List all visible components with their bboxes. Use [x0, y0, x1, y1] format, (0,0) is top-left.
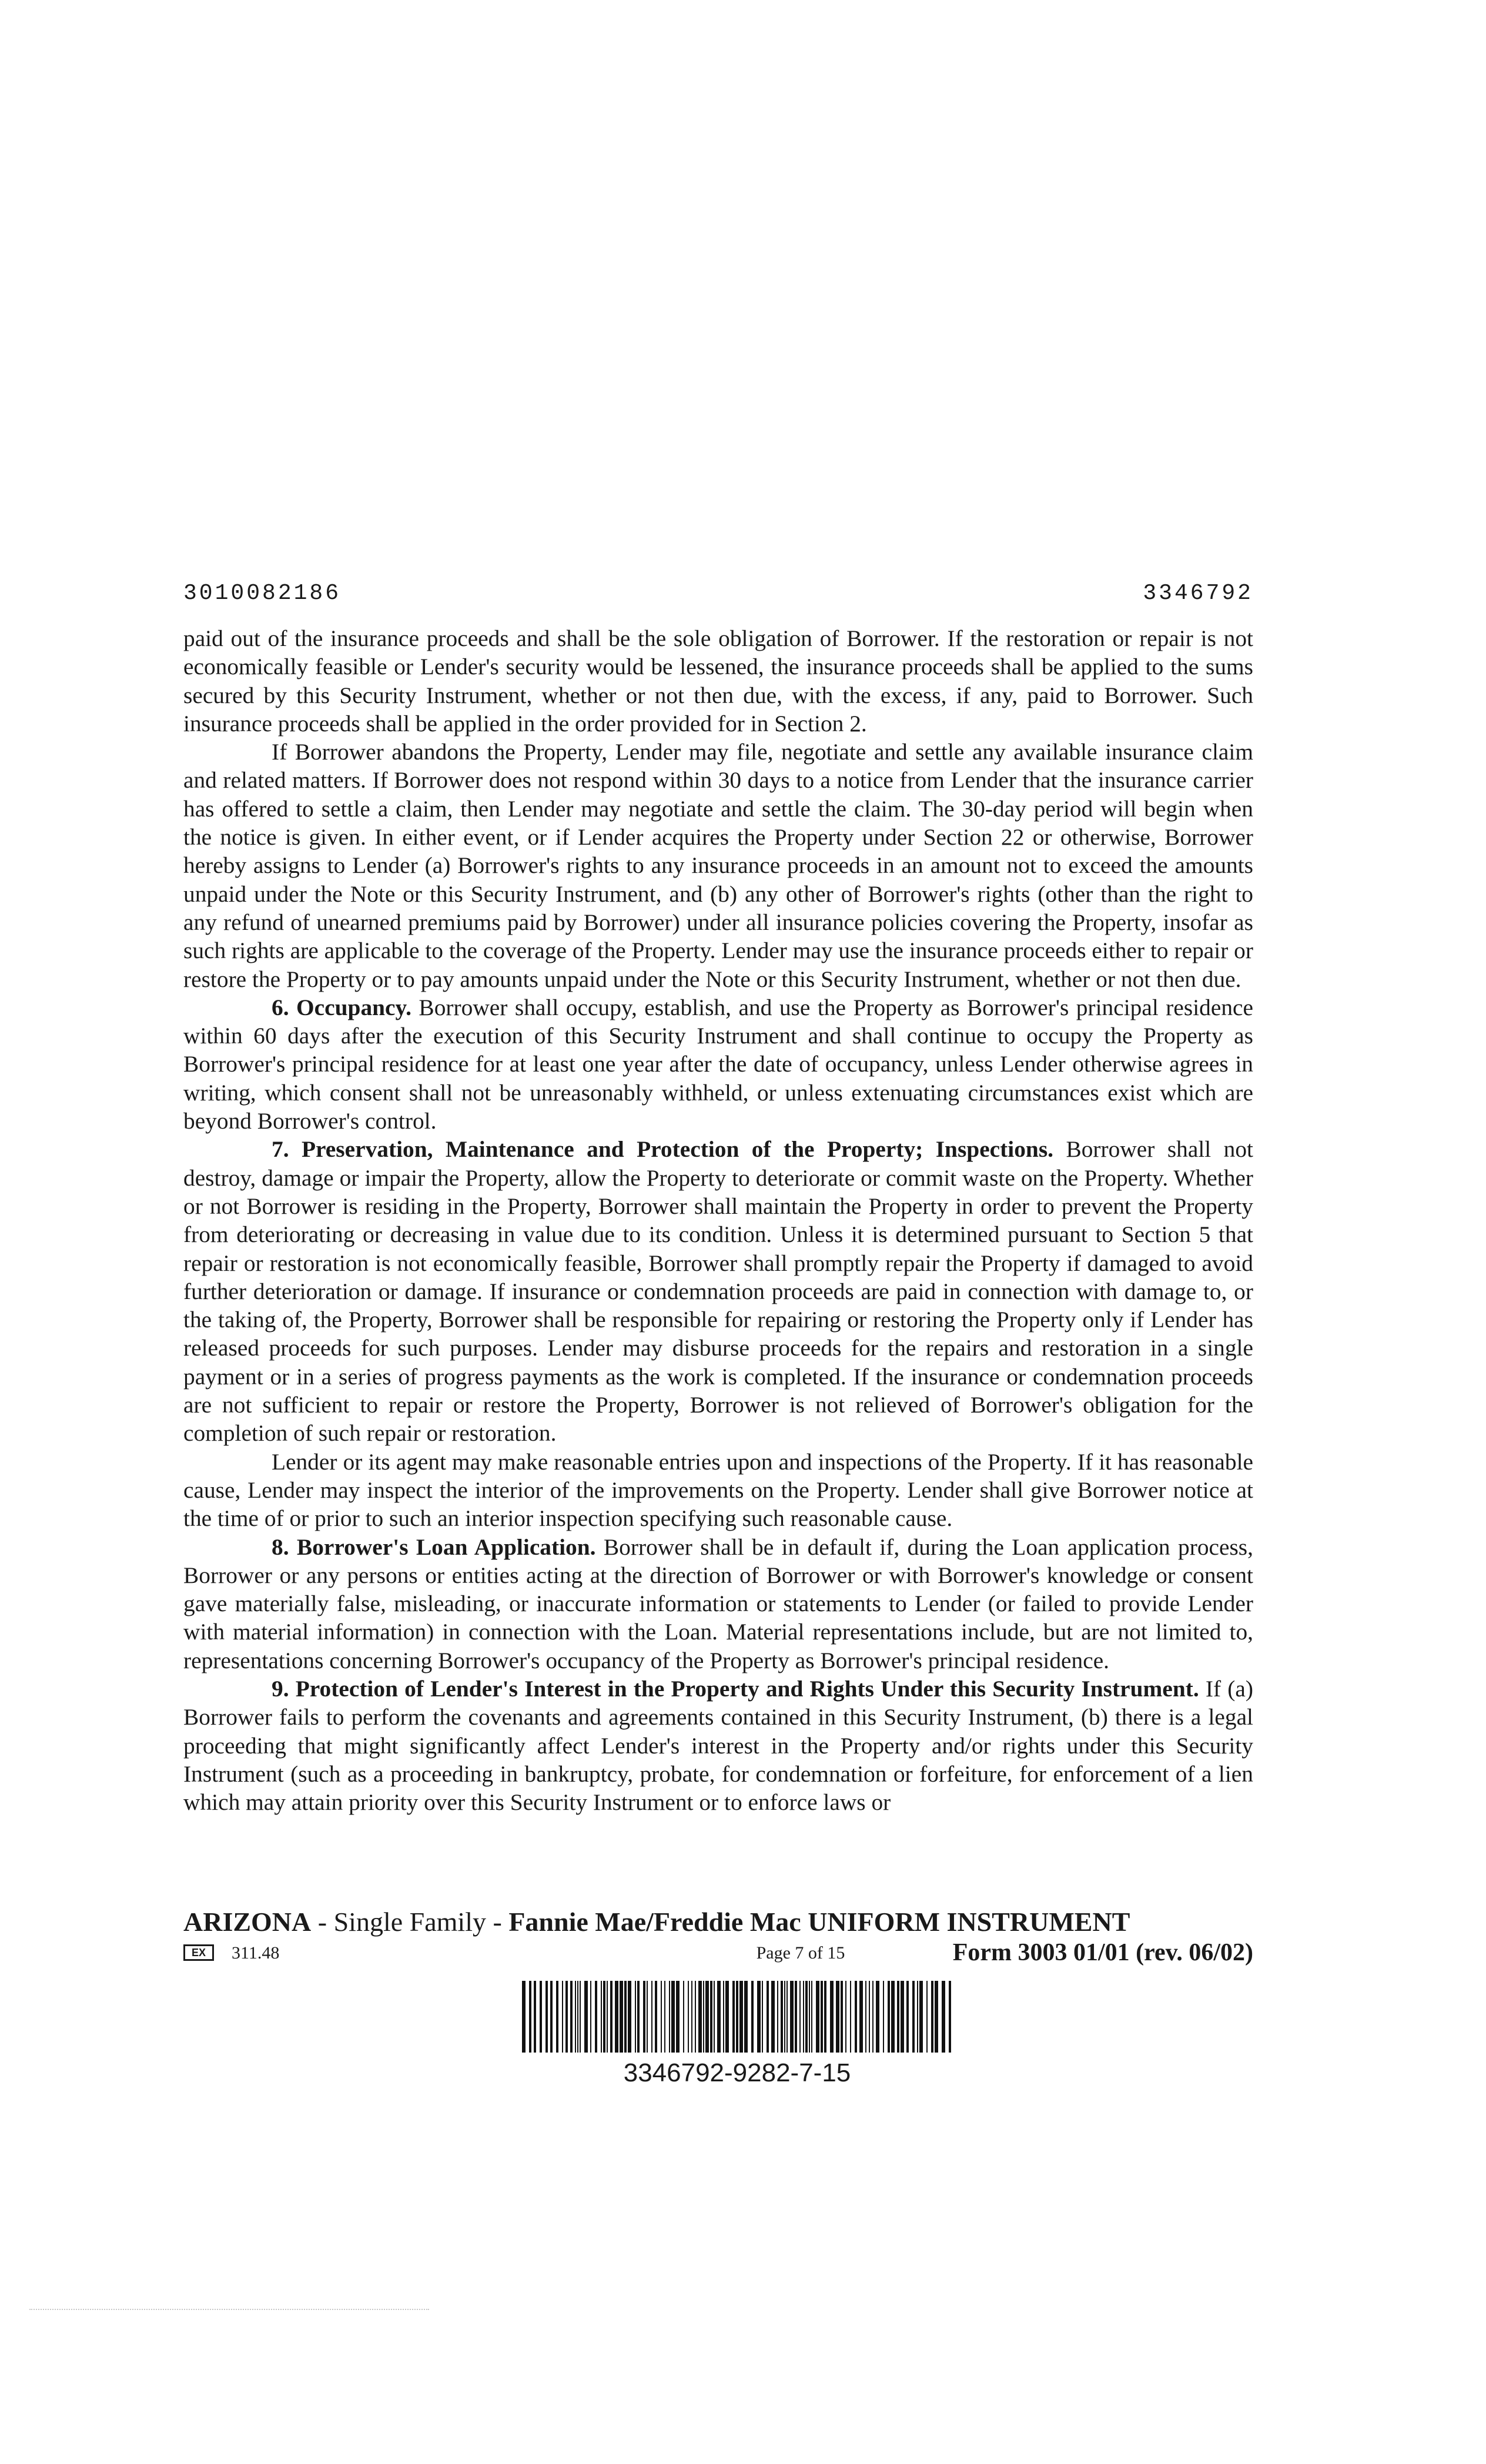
barcode-bar — [671, 1981, 675, 2053]
barcode-bar — [732, 1981, 735, 2053]
page-header — [183, 581, 1253, 609]
barcode-bar — [888, 1981, 890, 2053]
barcode-bar — [595, 1981, 597, 2053]
barcode-bar — [786, 1981, 788, 2053]
barcode-bar — [912, 1981, 915, 2053]
barcode-bar — [565, 1981, 568, 2053]
barcode-bar — [931, 1981, 933, 2053]
barcode-bar — [717, 1981, 721, 2053]
section-7-preservation — [183, 1135, 1253, 1447]
barcode-bar — [757, 1981, 761, 2053]
section-8-text: Borrower shall be in default if, during the Loan application process, Borrower or any persons or entities acting at the direction of Borrower or with Borrower's knowledge or consent gave materially false, misleading, or inaccurate information or statements to Lender (or failed to provide Lender with material information) in connection with the Loan. Material representations include, but are not limited to, representations concerning Borrower's occupancy of the Property as Borrower's principal residence. — [183, 1534, 1253, 1673]
barcode-bar — [799, 1981, 801, 2053]
barcode-bar — [577, 1981, 578, 2053]
barcode-bar — [845, 1981, 846, 2053]
barcode-bar — [540, 1981, 542, 2053]
barcode-bar — [664, 1981, 665, 2053]
barcode-bar — [841, 1981, 843, 2053]
barcode-bar — [784, 1981, 785, 2053]
barcode-bar — [935, 1981, 938, 2053]
footer-instrument-title: ARIZONA - Single Family - Fannie Mae/Freddie Mac UNIFORM INSTRUMENT — [183, 1907, 1130, 1937]
barcode-bar — [865, 1981, 866, 2053]
barcode-bar — [695, 1981, 696, 2053]
barcode-bar — [876, 1981, 879, 2053]
barcode-bar — [906, 1981, 909, 2053]
section-9-protection — [183, 1675, 1253, 1816]
barcode-bar — [570, 1981, 573, 2053]
barcode-bar — [891, 1981, 895, 2053]
footer-form-info — [183, 1939, 1253, 1969]
barcode-bar — [777, 1981, 778, 2053]
barcode-bar — [698, 1981, 702, 2053]
form-vendor-logo: EX — [183, 1944, 214, 1961]
document-number: 3346792 — [1143, 581, 1253, 606]
barcode-bar — [688, 1981, 689, 2053]
barcode-bar — [809, 1981, 810, 2053]
barcode-number: 3346792-9282-7-15 — [623, 2058, 851, 2087]
barcode-bar — [790, 1981, 794, 2053]
section-6-text: Borrower shall occupy, establish, and use the Property as Borrower's principal residence within 60 days after the execution of this Security Instrument and shall continue to occupy the Property as Borrower's principal residence for at least one year after the date of occupancy, unless Lender otherwise agrees in writing, which consent shall not be unreasonably withheld, or unless extenuating circumstances exist which are beyond Borrower's control. — [183, 994, 1253, 1134]
barcode-bar — [691, 1981, 692, 2053]
barcode-bar — [762, 1981, 763, 2053]
barcode-bar — [830, 1981, 834, 2053]
barcode-bar — [661, 1981, 662, 2053]
barcode — [522, 1981, 952, 2053]
form-code: 311.48 — [232, 1943, 280, 1963]
barcode-bar — [643, 1981, 645, 2053]
barcode-bar — [767, 1981, 769, 2053]
barcode-bar — [821, 1981, 823, 2053]
barcode-bar — [575, 1981, 576, 2053]
barcode-bar — [714, 1981, 715, 2053]
barcode-bar — [850, 1981, 851, 2053]
paragraph-abandonment: If Borrower abandons the Property, Lender may file, negotiate and settle any available insurance claim and related matters. If Borrower does not respond within 30 days to a notice from Lender that the insurance carrier has offered to settle a claim, then Lender may negotiate and settle the claim. The 30-day period will begin when the notice is given. In either event, or if Lender acquires the Property under Section 22 or otherwise, Borrower hereby assigns to Lender (a) Borrower's rights to any insurance proceeds in an amount not to exceed the amounts unpaid under the Note or this Security Instrument, and (b) any other of Borrower's rights (other than the right to any refund of unearned premiums paid by Borrower) under all insurance policies covering the Property, insofar as such rights are applicable to the coverage of the Property. Lender may use the insurance proceeds either to repair or restore the Property or to pay amounts unpaid under the Note or this Security Instrument, whether or not then due. — [183, 739, 1253, 992]
barcode-bar — [534, 1981, 536, 2053]
barcode-bar — [624, 1981, 627, 2053]
barcode-bar — [607, 1981, 608, 2053]
barcode-bar — [584, 1981, 588, 2053]
section-6-heading: 6. Occupancy. — [272, 994, 411, 1020]
barcode-bar — [723, 1981, 724, 2053]
barcode-bar — [522, 1981, 526, 2053]
section-7-heading: 7. Preservation, Maintenance and Protection of the Property; Inspections. — [272, 1136, 1054, 1163]
paragraph-insurance-proceeds: paid out of the insurance proceeds and shall be the sole obligation of Borrower. If the restoration or repair is not economically feasible or Lender's security would be lessened, the insurance proceeds shall be applied to the sums secured by this Security Instrument, whether or not then due, with the excess, if any, paid to Borrower. Such insurance proceeds shall be applied in the order provided for in Section 2. — [183, 625, 1253, 736]
loan-number: 3010082186 — [183, 581, 342, 606]
scan-artifact-line — [29, 2309, 429, 2310]
section-6-occupancy — [183, 993, 1253, 1135]
page-number: Page 7 of 15 — [756, 1943, 845, 1963]
paragraph-inspections: Lender or its agent may make reasonable entries upon and inspections of the Property. If it has reasonable cause, Lender may inspect the interior of the improvements on the Property. Lender shall give Borrower notice at the time of or prior to such an interior inspection specifying such reasonable cause. — [183, 1448, 1253, 1532]
barcode-bar — [725, 1981, 729, 2053]
barcode-bar — [855, 1981, 857, 2053]
barcode-bar — [676, 1981, 680, 2053]
barcode-bar — [949, 1981, 951, 2053]
barcode-bar — [739, 1981, 743, 2053]
barcode-bar — [562, 1981, 563, 2053]
barcode-bar — [603, 1981, 605, 2053]
section-8-loan-application — [183, 1533, 1253, 1675]
footer-family: Single Family — [333, 1907, 486, 1937]
barcode-bar — [926, 1981, 928, 2053]
barcode-bar — [872, 1981, 873, 2053]
barcode-bar — [610, 1981, 613, 2053]
barcode-bar — [901, 1981, 904, 2053]
barcode-bar — [897, 1981, 899, 2053]
barcode-bar — [580, 1981, 581, 2053]
barcode-bar — [590, 1981, 591, 2053]
barcode-bar — [601, 1981, 602, 2053]
barcode-bar — [883, 1981, 884, 2053]
barcode-bar — [703, 1981, 704, 2053]
barcode-bar — [669, 1981, 670, 2053]
barcode-bar — [824, 1981, 826, 2053]
barcode-bar — [836, 1981, 839, 2053]
barcode-bar — [795, 1981, 797, 2053]
barcode-bar — [710, 1981, 712, 2053]
barcode-bar — [781, 1981, 783, 2053]
barcode-bar — [655, 1981, 657, 2053]
barcode-bar — [637, 1981, 640, 2053]
barcode-bar — [811, 1981, 812, 2053]
section-7-text: Borrower shall not destroy, damage or impair the Property, allow the Property to deteriorate or commit waste on the Property. Whether or not Borrower is residing in the Property, Borrower shall maintain the Property in order to prevent the Property from deteriorating or decreasing in value due to its condition. Unless it is determined pursuant to Section 5 that repair or restoration is not economically feasible, Borrower shall promptly repair the Property if damaged to avoid further deterioration or damage. If insurance or condemnation proceeds are paid in connection with damage to, or the taking of, the Property, Borrower shall be responsible for repairing or restoring the Property only if Lender has released proceeds for such purposes. Lender may disburse proceeds for the repairs and restoration in a single payment or in a series of progress payments as the work is completed. If the insurance or condemnation proceeds are not sufficient to repair or restore the Property, Borrower is not relieved of Borrower's obligation for the completion of such repair or restoration. — [183, 1136, 1253, 1447]
barcode-bar — [771, 1981, 775, 2053]
barcode-bar — [816, 1981, 819, 2053]
barcode-bar — [751, 1981, 754, 2053]
barcode-bar — [620, 1981, 623, 2053]
form-number: Form 3003 01/01 (rev. 06/02) — [952, 1939, 1253, 1966]
barcode-bar — [556, 1981, 558, 2053]
section-9-heading: 9. Protection of Lender's Interest in the Property and Rights Under this Security Instrument. — [272, 1675, 1199, 1702]
barcode-bar — [651, 1981, 652, 2053]
barcode-bar — [705, 1981, 709, 2053]
barcode-bar — [736, 1981, 738, 2053]
barcode-bar — [529, 1981, 531, 2053]
footer-instrument: Fannie Mae/Freddie Mac UNIFORM INSTRUMENT — [508, 1907, 1130, 1937]
barcode-bar — [917, 1981, 918, 2053]
barcode-bar — [805, 1981, 808, 2053]
barcode-bar — [859, 1981, 863, 2053]
document-body — [183, 624, 1253, 1816]
barcode-bar — [550, 1981, 553, 2053]
section-9-text: If (a) Borrower fails to perform the covenants and agreements contained in this Security Instrument, (b) there is a legal proceeding that might significantly affect Lender's interest in the Property and/or rights under this Security Instrument (such as a proceeding in bankruptcy, probate, for condemnation or forfeiture, for enforcement of a lien which may attain priority over this Security Instrument or to enforce laws or — [183, 1675, 1253, 1816]
section-8-heading: 8. Borrower's Loan Application. — [272, 1534, 596, 1560]
barcode-bar — [683, 1981, 684, 2053]
barcode-bar — [942, 1981, 945, 2053]
barcode-bar — [615, 1981, 618, 2053]
barcode-bar — [545, 1981, 548, 2053]
barcode-bar — [803, 1981, 804, 2053]
barcode-bar — [647, 1981, 648, 2053]
barcode-bar — [869, 1981, 870, 2053]
footer-state: ARIZONA — [183, 1907, 312, 1937]
barcode-bar — [635, 1981, 636, 2053]
barcode-bar — [919, 1981, 923, 2053]
barcode-bar — [628, 1981, 631, 2053]
barcode-bar — [744, 1981, 748, 2053]
